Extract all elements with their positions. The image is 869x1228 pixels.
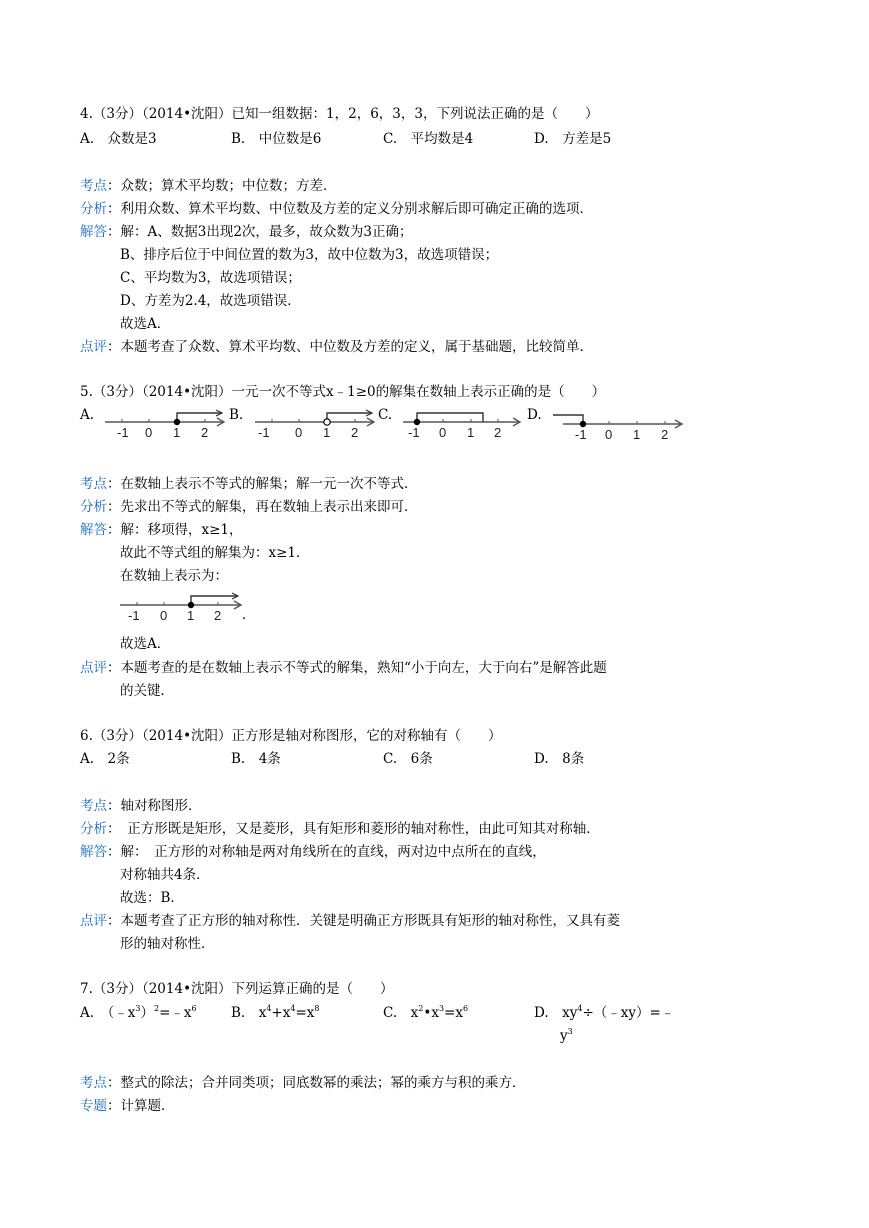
jieda-label: 解答: [80, 844, 107, 860]
tick-label: 0: [295, 425, 303, 440]
tick-label: -1: [117, 425, 129, 440]
q4-option-b: B. 中位数是6: [231, 131, 322, 147]
tick-label: 0: [439, 425, 447, 440]
q4-fenxi: 分析：利用众数、算术平均数、中位数及方差的定义分别求解后即可确定正确的选项．: [80, 201, 593, 217]
number-line-option-a: [105, 410, 230, 444]
tick-label: 2: [494, 425, 502, 440]
solution-ray: [417, 413, 483, 422]
q5-kaodian: 考点：在数轴上表示不等式的解集；解一元一次不等式．: [80, 476, 418, 492]
q4-kaodian: 考点：众数；算术平均数；中位数；方差．: [80, 178, 337, 194]
q6-jieda-line: 故选：B．: [120, 890, 184, 906]
q4-jieda: 解答：解：A、数据3出现2次，最多，故众数为3正确；: [80, 224, 413, 240]
fenxi-label: 分析: [80, 201, 107, 217]
q6-option-b: B. 4条: [231, 751, 281, 767]
tick-label: 0: [145, 425, 153, 440]
q6-option-a: A. 2条: [80, 751, 130, 767]
q7-option-d: D. $xy^4\div(﹣xy)=﹣$: [534, 1004, 675, 1021]
q4-jieda-line: B、排序后位于中间位置的数为3，故中位数为3，故选项错误；: [120, 247, 499, 263]
tick-label: -1: [128, 608, 140, 623]
q5-jieda-line: 故选A．: [120, 636, 171, 652]
q5-option-b-letter: B.: [229, 407, 244, 423]
solution-ray: [191, 596, 238, 605]
number-line-option-b: [255, 410, 380, 444]
q7-option-c: C. $x^2•x^3=x^6$: [383, 1004, 469, 1021]
dianping-label: 点评: [80, 660, 107, 676]
q6-jieda: 解答：解： 正方形的对称轴是两对角线所在的直线，两对边中点所在的直线，: [80, 844, 546, 860]
solution-ray: [177, 413, 222, 422]
tick-label: -1: [408, 425, 420, 440]
dianping-label: 点评: [80, 339, 107, 355]
dianping-label: 点评: [80, 913, 107, 929]
q5-fenxi: 分析：先求出不等式的解集，再在数轴上表示出来即可．: [80, 499, 418, 515]
kaodian-label: 考点: [80, 1075, 107, 1091]
kaodian-label: 考点: [80, 798, 107, 814]
q5-option-d-letter: D.: [527, 407, 542, 423]
q5-option-a-letter: A.: [80, 407, 95, 423]
q5-option-c-letter: C.: [378, 407, 393, 423]
q5-jieda-line: 故此不等式组的解集为：x≥1．: [120, 545, 310, 561]
q5-answer-period: ．: [242, 607, 256, 623]
kaodian-label: 考点: [80, 178, 107, 194]
tick-label: 2: [661, 427, 669, 442]
number-line-option-d: [553, 410, 688, 444]
q6-kaodian: 考点：轴对称图形．: [80, 798, 202, 814]
tick-label: -1: [258, 425, 270, 440]
jieda-label: 解答: [80, 224, 107, 240]
q7-kaodian: 考点：整式的除法；合并同类项；同底数幂的乘法；幂的乘方与积的乘方．: [80, 1075, 526, 1091]
q5-dianping: 点评：本题考查的是在数轴上表示不等式的解集，熟知“小于向左，大于向右”是解答此题: [80, 660, 607, 676]
q4-stem: 4.（3分）（2014•沈阳）已知一组数据：1，2，6，3，3，下列说法正确的是（ ）: [80, 106, 599, 122]
q7-option-a: A. $(﹣x^3)^2=﹣x^6$: [80, 1004, 197, 1021]
q5-stem: 5.（3分）（2014•沈阳）一元一次不等式x﹣1≥0的解集在数轴上表示正确的是（ ）: [80, 384, 606, 400]
tick-label: 1: [173, 425, 181, 440]
q4-option-c: C. 平均数是4: [383, 131, 474, 147]
kaodian-label: 考点: [80, 476, 107, 492]
tick-label: 0: [160, 608, 168, 623]
q5-jieda-line: 在数轴上表示为：: [120, 568, 228, 584]
q4-jieda-line: 故选A．: [120, 316, 171, 332]
tick-label: 1: [323, 425, 331, 440]
q7-option-b: B. $x^4+x^4=x^8$: [231, 1004, 320, 1021]
q4-jieda-line: D、方差为2.4，故选项错误．: [120, 293, 301, 309]
q6-stem: 6.（3分）（2014•沈阳）正方形是轴对称图形，它的对称轴有（ ）: [80, 728, 502, 744]
q6-dianping: 点评：本题考查了正方形的轴对称性．关键是明确正方形既具有矩形的轴对称性，又具有菱: [80, 913, 620, 929]
q5-jieda: 解答：解：移项得，x≥1，: [80, 522, 243, 538]
fenxi-label: 分析: [80, 499, 107, 515]
q5-dianping-line: 的关键．: [120, 683, 174, 699]
q4-option-d: D. 方差是5: [534, 131, 612, 147]
q4-option-a: A. 众数是3: [80, 131, 157, 147]
tick-label: 1: [633, 427, 641, 442]
q4-jieda-line: C、平均数为3，故选项错误；: [120, 270, 301, 286]
q6-option-c: C. 6条: [383, 751, 433, 767]
solution-ray: [553, 415, 583, 424]
zhuanti-label: 专题: [80, 1098, 107, 1114]
tick-label: -1: [575, 427, 587, 442]
q6-fenxi: 分析： 正方形既是矩形，又是菱形，具有矩形和菱形的轴对称性，由此可知其对称轴．: [80, 821, 600, 837]
fenxi-label: 分析: [80, 821, 107, 837]
q4-dianping: 点评：本题考查了众数、算术平均数、中位数及方差的定义，属于基础题，比较简单．: [80, 339, 593, 355]
jieda-label: 解答: [80, 522, 107, 538]
q6-option-d: D. 8条: [534, 751, 585, 767]
tick-label: 1: [467, 425, 475, 440]
q7-option-d-continued: $y^3$: [560, 1027, 573, 1044]
tick-label: 1: [187, 608, 195, 623]
tick-label: 2: [214, 608, 222, 623]
q6-jieda-line: 对称轴共4条．: [120, 867, 210, 883]
number-line-answer: [120, 595, 245, 629]
tick-label: 2: [201, 425, 209, 440]
q7-stem: 7.（3分）（2014•沈阳）下列运算正确的是（ ）: [80, 981, 394, 997]
tick-label: 0: [605, 427, 613, 442]
number-line-option-c: [403, 410, 528, 444]
q7-zhuanti: 专题：计算题．: [80, 1098, 175, 1114]
q6-dianping-line: 形的轴对称性．: [120, 936, 215, 952]
tick-label: 2: [351, 425, 359, 440]
solution-ray: [327, 413, 372, 422]
